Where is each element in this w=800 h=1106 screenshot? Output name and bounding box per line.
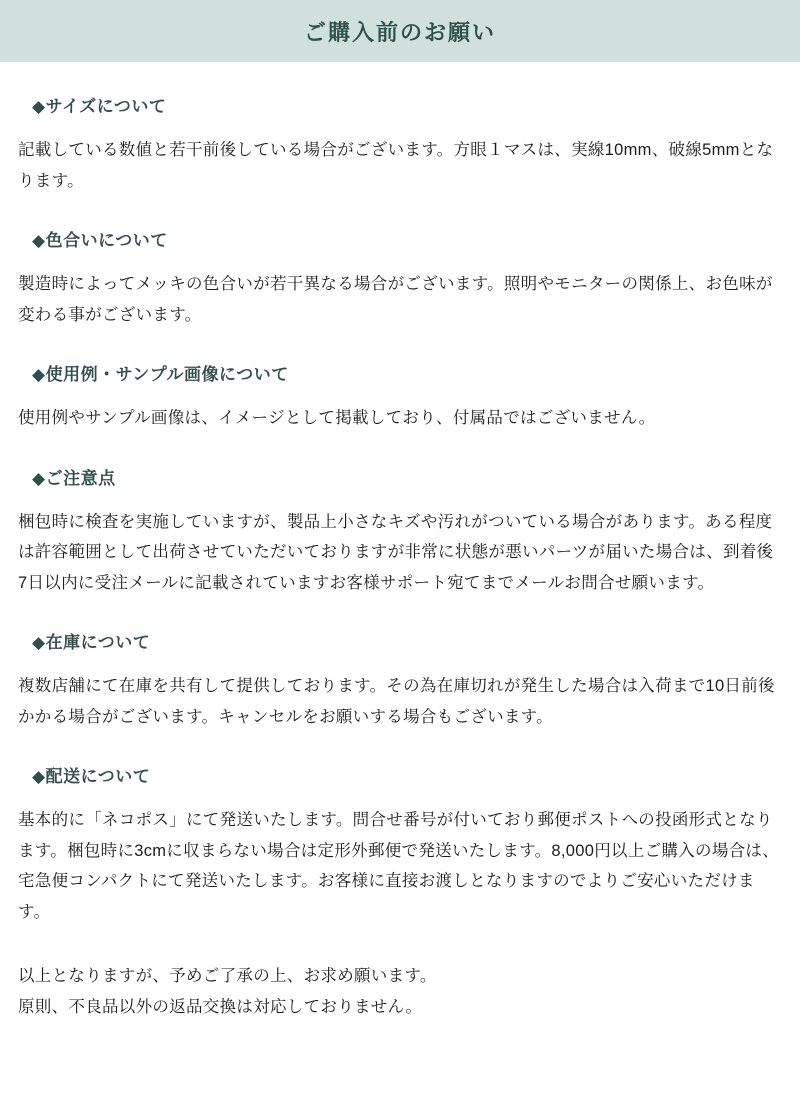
content-area <box>0 92 800 1032</box>
section-color <box>18 226 782 330</box>
section-body: 複数店舗にて在庫を共有して提供しております。その為在庫切れが発生した場合は入荷まで10日前後かかる場合がございます。キャンセルをお願いする場合もございます。 <box>18 677 775 726</box>
section-heading: ◆使用例・サンプル画像について <box>32 365 289 385</box>
closing-line-2: 原則、不良品以外の返品交換は対応しておりません。 <box>18 997 423 1016</box>
section-heading: ◆在庫について <box>32 633 151 653</box>
section-stock <box>18 628 782 732</box>
section-body: 製造時によってメッキの色合いが若干異なる場合がございます。照明やモニターの関係上、お色味が変わる事がございます。 <box>18 275 773 324</box>
section-heading: ◆サイズについて <box>32 97 167 116</box>
section-body: 梱包時に検査を実施していますが、製品上小さなキズや汚れがついている場合があります。ある程度は許容範囲として出荷させていただいておりますが非常に状態が悪いパーツが届いた場合は、到着後7日以内に受注メールに記載されていますお客様サポート宛てまでメールお問合せ願います。 <box>18 512 774 592</box>
closing-note <box>18 961 782 1022</box>
section-shipping <box>18 762 782 927</box>
page-header <box>0 0 800 62</box>
section-cautions <box>18 464 782 599</box>
section-sample-images <box>18 360 782 434</box>
section-body: 基本的に「ネコポス」にて発送いたします。問合せ番号が付いており郵便ポストへの投函形式となります。梱包時に3cmに収まらない場合は定形外郵便で発送いたします。8,000円以上ご購入の場合は、宅急便コンパクトにて発送いたします。お客様に直接お渡しとなりますのでよりご安心いただけます。 <box>18 811 780 921</box>
section-size <box>18 92 782 196</box>
page-title: ご購入前のお願い <box>303 19 496 45</box>
section-heading: ◆ご注意点 <box>32 468 116 488</box>
section-body: 記載している数値と若干前後している場合がございます。方眼１マスは、実線10mm、破線5mmとなります。 <box>18 141 774 190</box>
section-heading: ◆色合いについて <box>32 231 168 251</box>
closing-line-1: 以上となりますが、予めご了承の上、お求め願います。 <box>18 967 437 986</box>
section-body: 使用例やサンプル画像は、イメージとして掲載しており、付属品ではございません。 <box>18 409 656 428</box>
section-heading: ◆配送について <box>32 767 151 787</box>
